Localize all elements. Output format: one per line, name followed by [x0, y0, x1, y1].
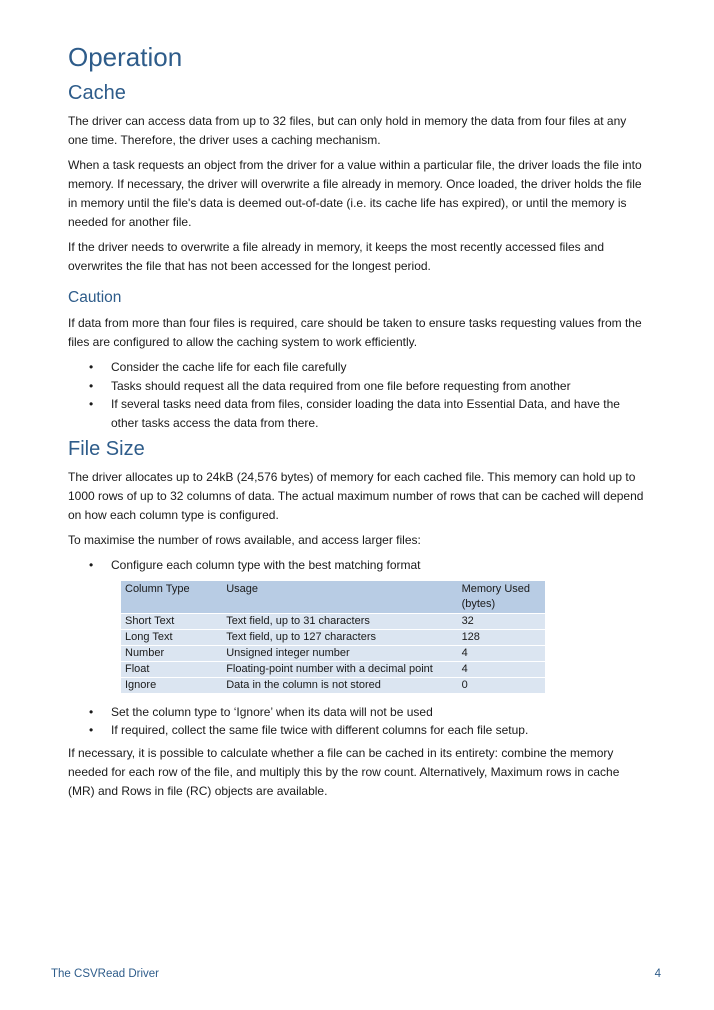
file-size-paragraph-2: To maximise the number of rows available, and access larger files:	[68, 533, 421, 547]
footer-page-number: 4	[654, 968, 661, 980]
cell-usage: Data in the column is not stored	[226, 678, 381, 691]
caution-list	[68, 358, 648, 432]
cell-usage: Text field, up to 127 characters	[226, 630, 376, 643]
header-column-type: Column Type	[121, 581, 222, 614]
table-row	[121, 661, 545, 677]
document-page	[68, 40, 648, 807]
cache-paragraph-3: If the driver needs to overwrite a file already in memory, it keeps the most recently accessed files and overwrites the file that has not been accessed for the longest period.	[68, 240, 605, 273]
cell-type: Number	[125, 646, 165, 659]
table-row	[121, 645, 545, 661]
header-usage: Usage	[222, 581, 457, 614]
caution-heading: Caution	[68, 289, 122, 306]
list-item: • Configure each column type with the best matching format	[111, 556, 648, 575]
page-title: Operation	[68, 42, 183, 72]
cache-paragraph-2: When a task requests an object from the driver for a value within a particular file, the driver loads the file into memory. If necessary, the driver will overwrite a file already in memory. Once loaded, the driver holds the file in memory until the file's data is deemed out-of-date (i.e. its cache life has expired), or until the memory is needed for another file.	[68, 158, 642, 229]
cell-type: Long Text	[125, 630, 173, 643]
cell-usage: Text field, up to 31 characters	[226, 614, 370, 627]
cell-type: Ignore	[125, 678, 157, 691]
header-memory-used: Memory Used (bytes)	[458, 581, 545, 614]
caution-intro: If data from more than four files is required, care should be taken to ensure tasks requesting values from the files are configured to allow the caching system to work efficiently.	[68, 316, 642, 349]
cell-memory: 4	[461, 646, 468, 659]
table-header-row	[121, 581, 545, 614]
list-item: • Tasks should request all the data required from one file before requesting from another	[111, 377, 648, 396]
cell-usage: Floating-point number with a decimal point	[226, 662, 433, 675]
file-size-heading: File Size	[68, 438, 145, 460]
cache-heading: Cache	[68, 82, 126, 104]
table-row	[121, 629, 545, 645]
footer-document-title: The CSVRead Driver	[51, 968, 160, 980]
file-size-list-1	[68, 556, 648, 575]
cell-memory: 0	[461, 678, 468, 691]
cell-type: Short Text	[125, 614, 175, 627]
column-type-table	[121, 581, 545, 693]
table-row	[121, 677, 545, 693]
cell-memory: 128	[461, 630, 480, 643]
cache-paragraph-1: The driver can access data from up to 32 files, but can only hold in memory the data from four files at any one time. Therefore, the driver uses a caching mechanism.	[68, 114, 627, 147]
cell-memory: 4	[461, 662, 468, 675]
list-item: • Set the column type to ‘Ignore’ when its data will not be used	[111, 703, 648, 722]
cell-memory: 32	[461, 614, 474, 627]
list-item: • If several tasks need data from files, consider loading the data into Essential Data, and have the other tasks access the data from there.	[111, 395, 648, 432]
file-size-paragraph-1: The driver allocates up to 24kB (24,576 bytes) of memory for each cached file. This memory can hold up to 1000 rows of up to 32 columns of data. The actual maximum number of rows that can be cached will depend on how each column type is configured.	[68, 470, 644, 522]
list-item: • Consider the cache life for each file carefully	[111, 358, 648, 377]
file-size-paragraph-3: If necessary, it is possible to calculate whether a file can be cached in its entirety: combine the memory needed for each row of the file, and multiply this by the row count. Alternatively, Maximum rows in cache (MR) and Rows in file (RC) objects are available.	[68, 745, 620, 798]
file-size-list-2	[68, 703, 648, 740]
page-footer	[51, 968, 661, 980]
cell-type: Float	[125, 662, 150, 675]
list-item: • If required, collect the same file twice with different columns for each file setup.	[111, 721, 648, 740]
cell-usage: Unsigned integer number	[226, 646, 350, 659]
table-row	[121, 613, 545, 629]
